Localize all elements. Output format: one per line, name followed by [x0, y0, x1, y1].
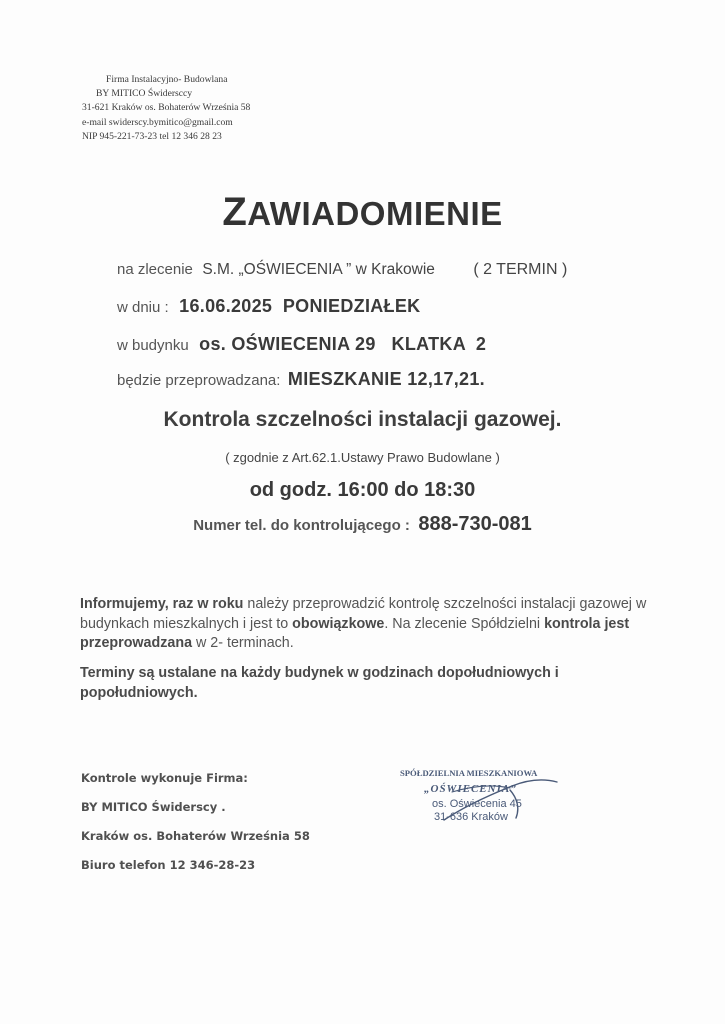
contact-phone: 888-730-081 — [418, 513, 532, 535]
stamp-line-2: „OŚWIECENIA” — [424, 783, 517, 795]
title-initial: Z — [222, 190, 248, 234]
title-rest: AWIADOMIENIE — [247, 195, 503, 232]
stamp-line-4: 31-636 Kraków — [434, 811, 508, 823]
order-line — [117, 261, 567, 279]
letterhead-address: 31-621 Kraków os. Bohaterów Września 58 — [82, 102, 251, 114]
date-line — [117, 296, 420, 317]
apartments-label: będzie przeprowadzana: — [117, 372, 281, 389]
building-label: w budynku — [117, 337, 189, 354]
order-term: ( 2 TERMIN ) — [473, 261, 568, 278]
order-label: na zlecenie — [117, 261, 193, 278]
stamp-line-1: SPÓŁDZIELNIA MIESZKANIOWA — [400, 768, 538, 778]
info-paragraph — [80, 595, 650, 654]
contact-label: Numer tel. do kontrolującego : — [193, 517, 410, 534]
info-bold-2: obowiązkowe — [292, 615, 385, 632]
cooperative-stamp — [392, 768, 582, 828]
info-text-3: w 2- terminach. — [192, 635, 294, 651]
building-line — [117, 334, 486, 355]
letterhead-nip-phone: NIP 945-221-73-23 tel 12 346 28 23 — [82, 130, 222, 142]
legal-note: ( zgodnie z Art.62.1.Ustawy Prawo Budowlane ) — [225, 450, 500, 465]
letterhead — [82, 73, 250, 144]
hours: od godz. 16:00 do 18:30 — [249, 479, 476, 501]
info-bold-1: Informujemy, raz w roku — [80, 596, 244, 612]
signature-mark — [392, 768, 582, 828]
order-value: S.M. „OŚWIECENIA ” w Krakowie — [202, 261, 435, 278]
letterhead-email: e-mail swiderscy.bymitico@gmail.com — [82, 116, 233, 128]
apartments-value: MIESZKANIE 12,17,21. — [287, 369, 485, 389]
stamp-line-3: os. Oświecenia 45 — [432, 798, 522, 810]
info-bold-3: kontrola jest przeprowadzana — [80, 615, 630, 651]
building-value: os. OŚWIECENIA 29 KLATKA 2 — [199, 334, 487, 354]
footer-phone: Biuro telefon 12 346-28-23 — [81, 858, 256, 872]
contact-line — [0, 513, 725, 536]
letterhead-company-name: BY MITICO Świdersccy — [96, 88, 193, 100]
letterhead-company-type: Firma Instalacyjno- Budowlana — [106, 74, 228, 85]
footer-company: BY MITICO Świderscy . — [81, 800, 226, 814]
info-text-1: należy przeprowadzić kontrolę szczelności instalacji gazowej w budynkach mieszkalnych i jest to — [80, 596, 647, 632]
footer-address: Kraków os. Bohaterów Września 58 — [81, 829, 310, 843]
schedule-paragraph: Terminy są ustalane na każdy budynek w godzinach dopołudniowych i popołudniowych. — [80, 665, 559, 701]
info-text-2: . Na zlecenie Spółdzielni — [384, 615, 545, 632]
footer-heading: Kontrole wykonuje Firma: — [81, 771, 248, 785]
apartments-line — [117, 369, 485, 390]
date-value: 16.06.2025 PONIEDZIAŁEK — [179, 296, 421, 316]
main-heading: Kontrola szczelności instalacji gazowej. — [163, 408, 562, 431]
document-title — [0, 190, 725, 235]
date-label: w dniu : — [117, 299, 169, 316]
